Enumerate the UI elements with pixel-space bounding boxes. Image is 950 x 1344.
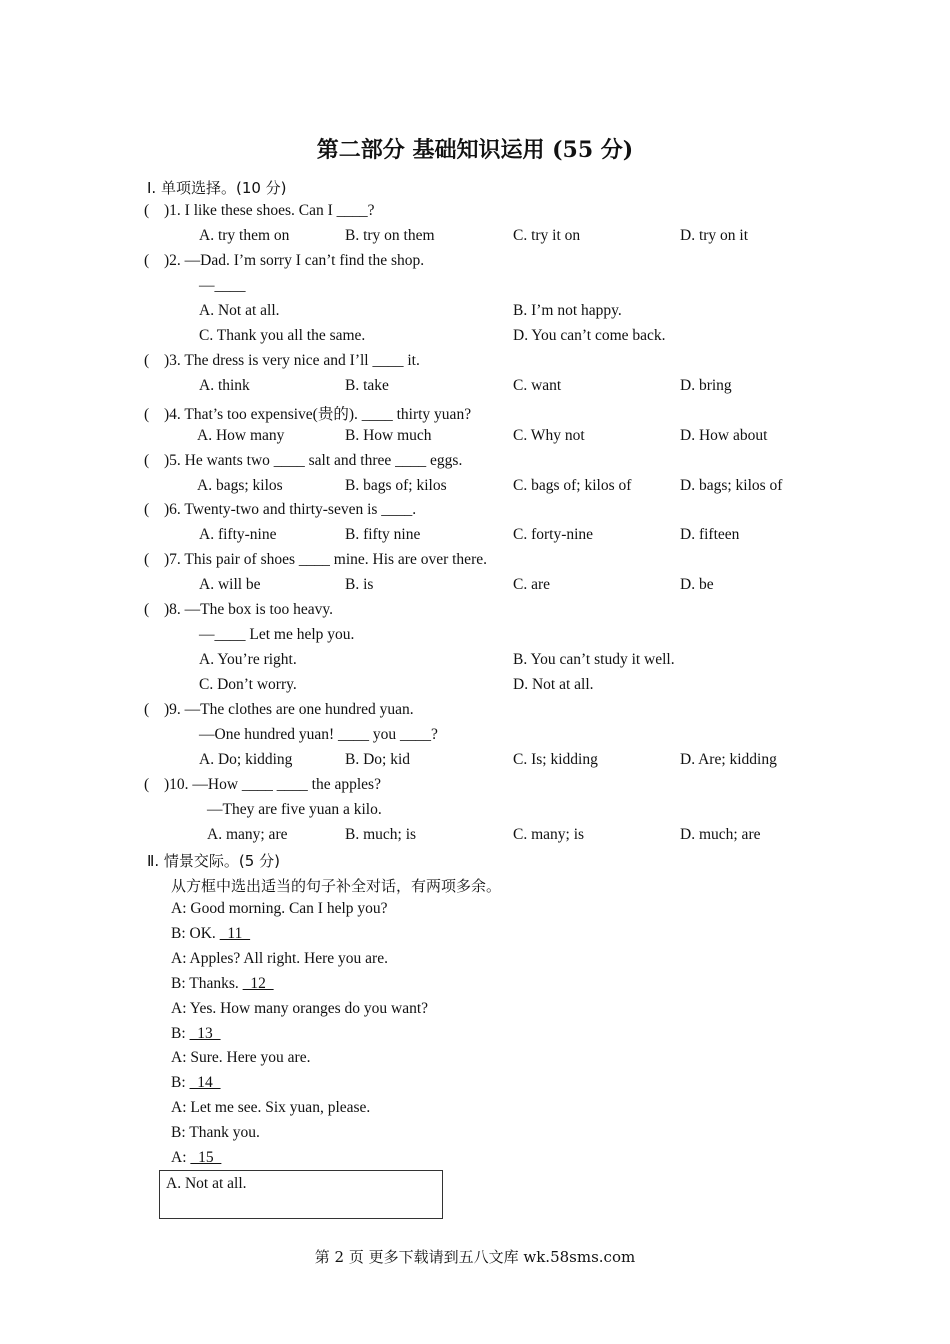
- question-stem: )4. That’s too expensive(贵的). ____ thirty yuan?: [164, 406, 472, 423]
- blank-12: 12: [242, 975, 274, 992]
- answer-paren: (: [144, 352, 150, 369]
- dialogue-text: B: Thank you.: [171, 1124, 260, 1141]
- question-stem: )8. —The box is too heavy.: [164, 601, 334, 618]
- option-c: C. Don’t worry.: [199, 676, 297, 693]
- dialogue-line: [171, 975, 274, 993]
- option-d: D. Are; kidding: [680, 751, 777, 768]
- box-option-a: A. Not at all.: [166, 1175, 247, 1192]
- question-10: [144, 776, 381, 794]
- dialogue-text: A:: [171, 1149, 191, 1166]
- dialogue-text: A: Yes. How many oranges do you want?: [171, 1000, 429, 1017]
- options-box: [159, 1170, 443, 1219]
- dialogue-line: [171, 1025, 221, 1043]
- dialogue-text: A: Good morning. Can I help you?: [171, 900, 388, 917]
- option-c: C. try it on: [513, 227, 581, 244]
- option-b: B. much; is: [345, 826, 417, 843]
- answer-paren: (: [144, 776, 150, 793]
- option-a: A. think: [199, 377, 250, 394]
- page-footer: 第 2 页 更多下载请到五八文库 wk.58sms.com: [314, 1248, 636, 1266]
- question-6: [144, 501, 416, 519]
- question-stem: )7. This pair of shoes ____ mine. His are over there.: [164, 551, 487, 568]
- answer-paren: (: [144, 252, 150, 269]
- option-c: C. forty-nine: [513, 526, 594, 543]
- option-b: B. I’m not happy.: [513, 302, 622, 319]
- dialogue-text: B: OK.: [171, 925, 220, 942]
- question-stem: )5. He wants two ____ salt and three ____ eggs.: [164, 452, 463, 469]
- option-b: B. You can’t study it well.: [513, 651, 675, 668]
- dialogue-line: [171, 1049, 310, 1067]
- question-stem: )10. —How ____ ____ the apples?: [164, 776, 381, 793]
- dialogue-text: A: Apples? All right. Here you are.: [171, 950, 388, 967]
- option-d: D. much; are: [680, 826, 761, 843]
- option-a: A. try them on: [199, 227, 290, 244]
- dialogue-text: B:: [171, 1025, 190, 1042]
- dialogue-line: [171, 900, 388, 918]
- answer-paren: (: [144, 202, 150, 219]
- dialogue-line: [171, 1124, 260, 1142]
- option-c: C. want: [513, 377, 562, 394]
- question-4: [144, 402, 471, 424]
- question-reply: —____ Let me help you.: [199, 626, 355, 643]
- dialogue-line: [171, 1099, 370, 1117]
- option-a: A. many; are: [207, 826, 288, 843]
- answer-paren: (: [144, 406, 150, 423]
- option-d: D. be: [680, 576, 714, 593]
- question-stem: )2. —Dad. I’m sorry I can’t find the shop.: [164, 252, 425, 269]
- section-1-heading: Ⅰ. 单项选择。(10 分): [147, 179, 287, 197]
- option-a: A. fifty-nine: [199, 526, 277, 543]
- blank-15: 15: [190, 1149, 222, 1166]
- answer-paren: (: [144, 701, 150, 718]
- question-stem: )3. The dress is very nice and I’ll ____ it.: [164, 352, 420, 369]
- option-b: B. Do; kid: [345, 751, 411, 768]
- answer-paren: (: [144, 452, 150, 469]
- question-reply: —One hundred yuan! ____ you ____?: [199, 726, 438, 743]
- question-stem: )9. —The clothes are one hundred yuan.: [164, 701, 414, 718]
- option-d: D. fifteen: [680, 526, 740, 543]
- option-c: C. are: [513, 576, 551, 593]
- blank-11: 11: [219, 925, 251, 942]
- option-b: B. take: [345, 377, 389, 394]
- option-c: C. Thank you all the same.: [199, 327, 366, 344]
- section-2-instruction: 从方框中选出适当的句子补全对话，有两项多余。: [171, 877, 502, 895]
- option-a: A. You’re right.: [199, 651, 297, 668]
- option-b: B. try on them: [345, 227, 435, 244]
- answer-paren: (: [144, 601, 150, 618]
- question-7: [144, 551, 487, 569]
- answer-paren: (: [144, 501, 150, 518]
- blank-14: 14: [189, 1074, 221, 1091]
- question-1: [144, 202, 375, 220]
- option-d: D. How about: [680, 427, 768, 444]
- question-stem: )1. I like these shoes. Can I ____?: [164, 202, 375, 219]
- answer-paren: (: [144, 551, 150, 568]
- question-stem: )6. Twenty-two and thirty-seven is ____.: [164, 501, 417, 518]
- option-a: A. Not at all.: [199, 302, 280, 319]
- option-a: A. will be: [199, 576, 261, 593]
- option-b: B. How much: [345, 427, 432, 444]
- option-d: D. try on it: [680, 227, 749, 244]
- question-5: [144, 452, 462, 470]
- option-d: D. bring: [680, 377, 732, 394]
- option-c: C. bags of; kilos of: [513, 477, 632, 494]
- blank-13: 13: [189, 1025, 221, 1042]
- option-a: A. How many: [197, 427, 285, 444]
- option-d: D. You can’t come back.: [513, 327, 666, 344]
- option-b: B. bags of; kilos: [345, 477, 447, 494]
- option-a: A. bags; kilos: [197, 477, 283, 494]
- dialogue-text: B:: [171, 1074, 190, 1091]
- dialogue-text: A: Sure. Here you are.: [171, 1049, 311, 1066]
- option-b: B. fifty nine: [345, 526, 421, 543]
- option-c: C. many; is: [513, 826, 585, 843]
- question-8: [144, 601, 333, 619]
- option-d: D. Not at all.: [513, 676, 594, 693]
- option-b: B. is: [345, 576, 374, 593]
- dialogue-text: B: Thanks.: [171, 975, 243, 992]
- question-9: [144, 701, 414, 719]
- question-2: [144, 252, 424, 270]
- dialogue-line: [171, 1149, 221, 1167]
- question-reply: —____: [199, 277, 246, 294]
- question-3: [144, 352, 420, 370]
- option-a: A. Do; kidding: [199, 751, 293, 768]
- question-reply: —They are five yuan a kilo.: [207, 801, 382, 818]
- dialogue-line: [171, 925, 250, 943]
- option-d: D. bags; kilos of: [680, 477, 783, 494]
- page-title: 第二部分 基础知识运用 (55 分): [316, 137, 634, 163]
- dialogue-line: [171, 1074, 221, 1092]
- option-c: C. Why not: [513, 427, 585, 444]
- dialogue-line: [171, 950, 388, 968]
- dialogue-text: A: Let me see. Six yuan, please.: [171, 1099, 371, 1116]
- option-c: C. Is; kidding: [513, 751, 598, 768]
- dialogue-line: [171, 1000, 428, 1018]
- section-2-heading: Ⅱ. 情景交际。(5 分): [147, 852, 280, 870]
